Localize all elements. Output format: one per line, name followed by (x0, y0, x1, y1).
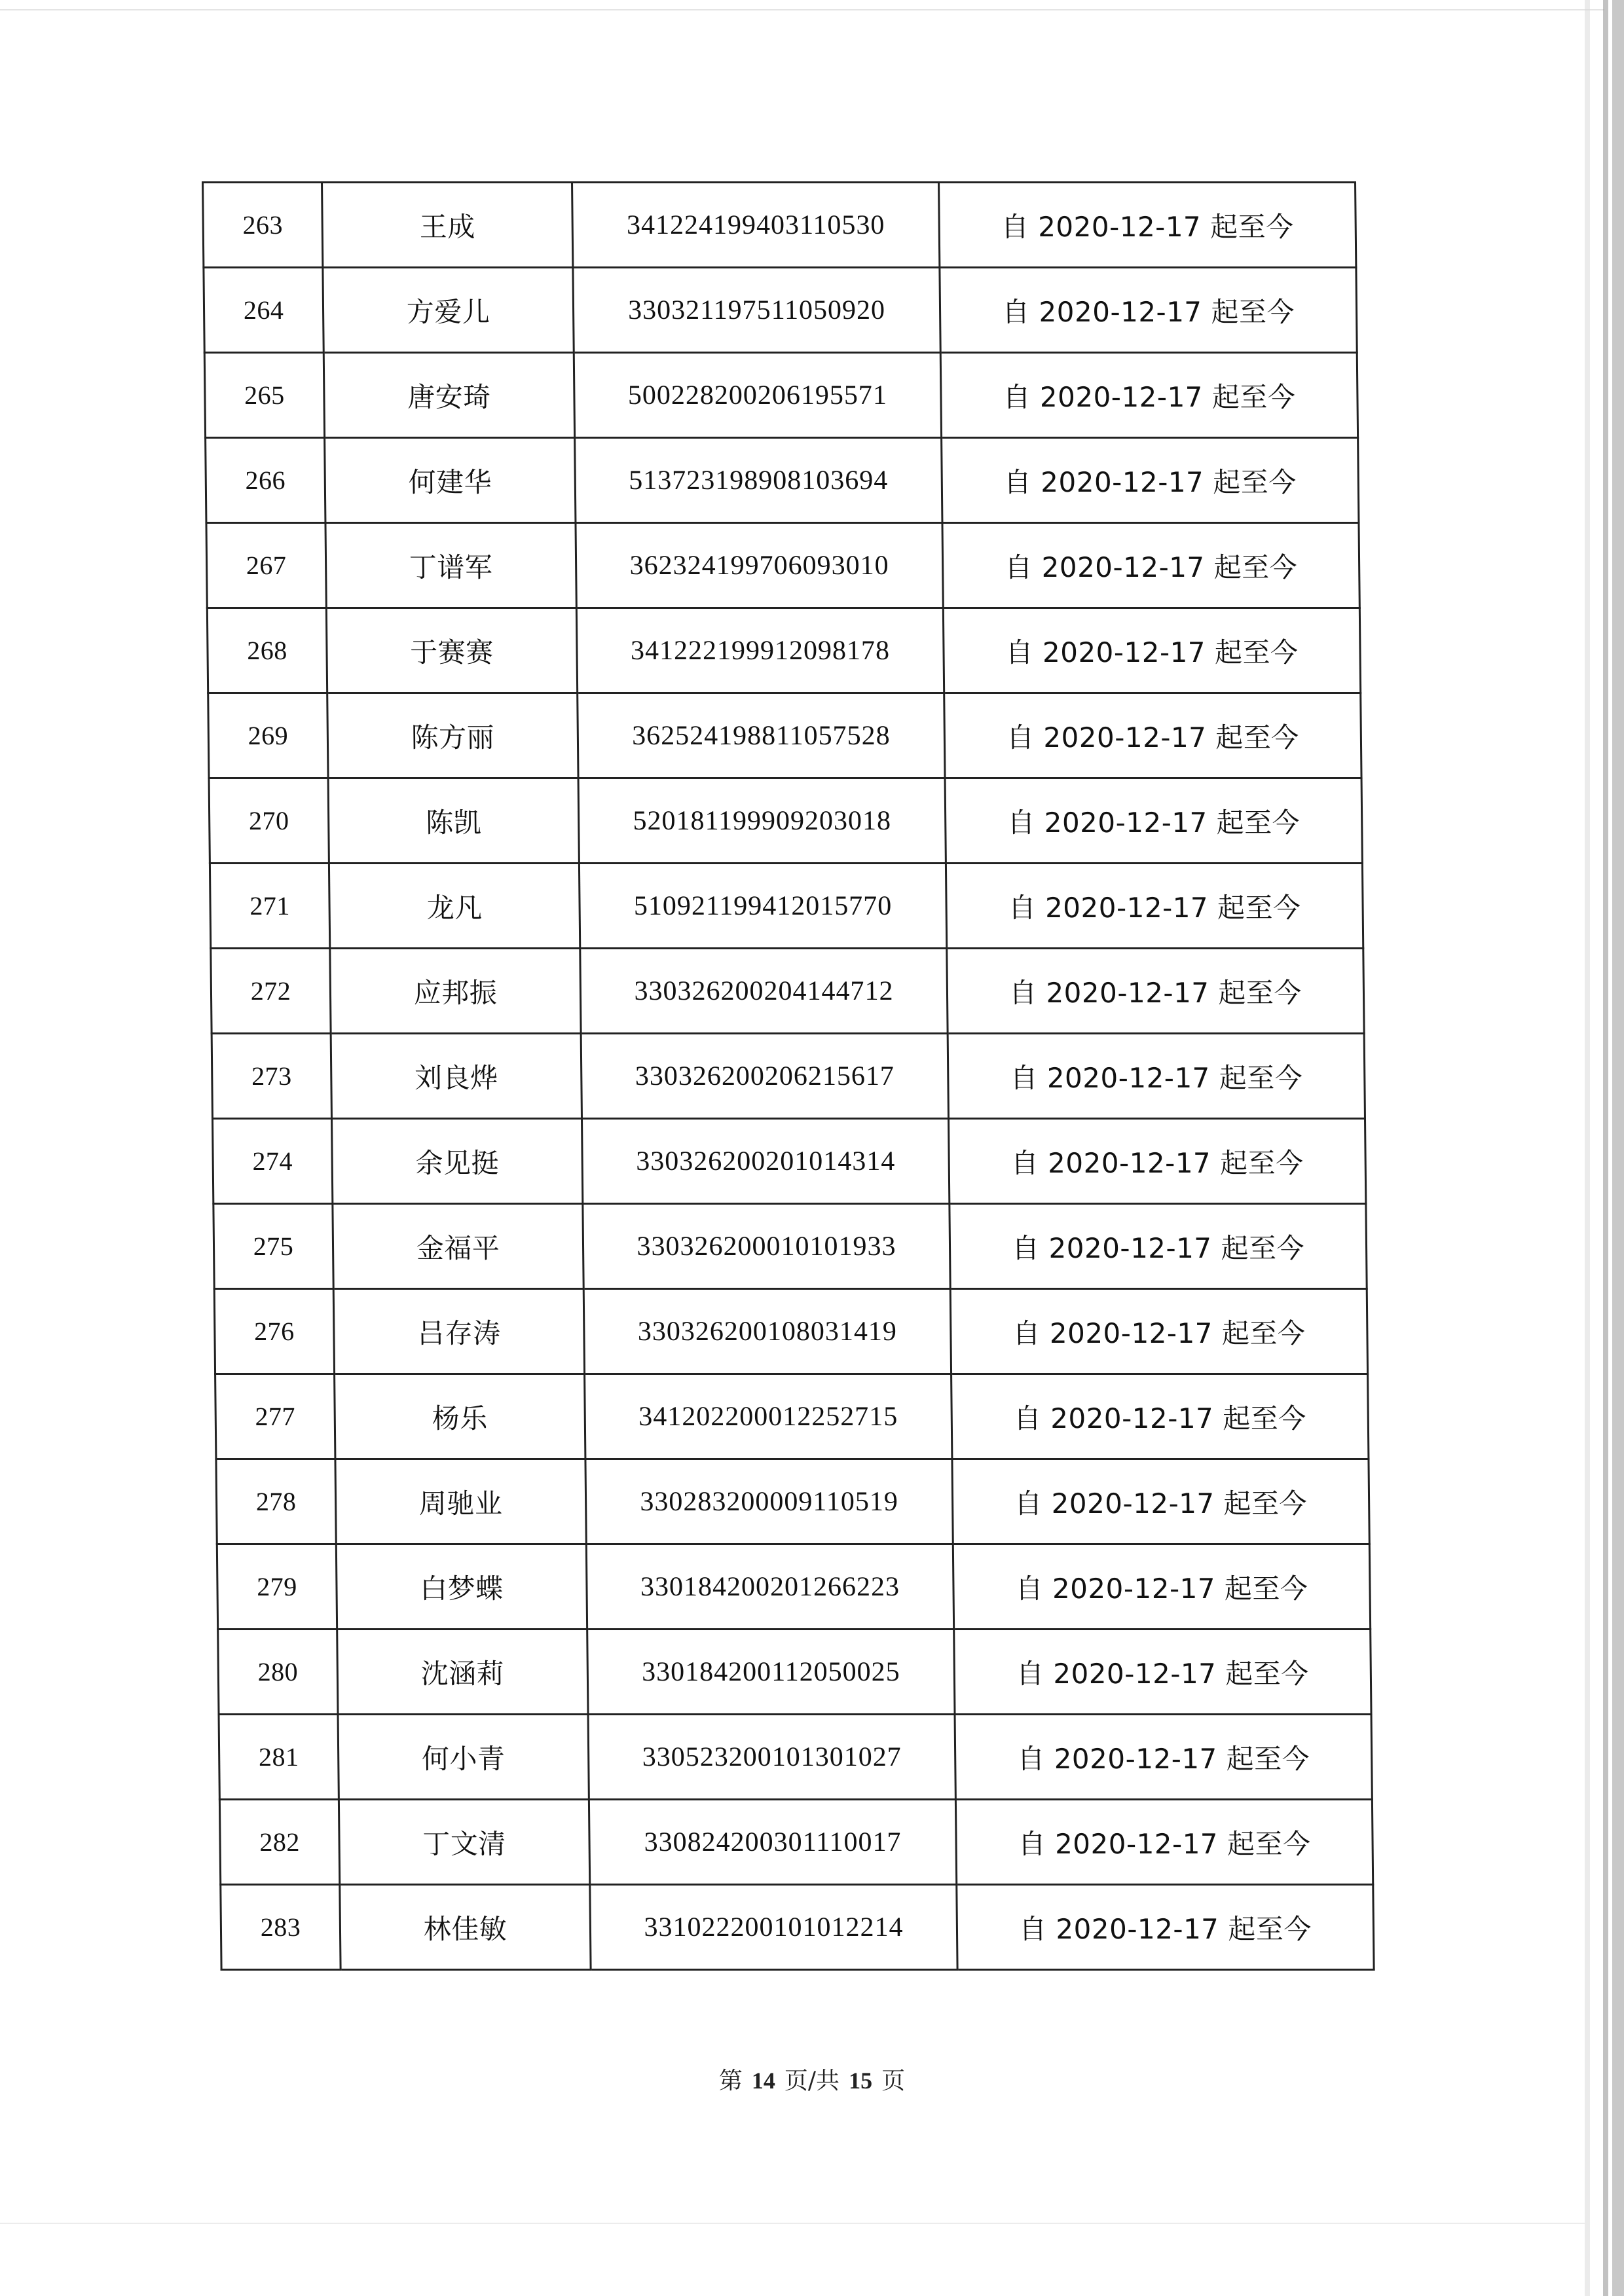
serial-number-cell: 277 (215, 1374, 335, 1459)
table-row (207, 608, 1360, 693)
period-cell: 自 2020-12-17 起至今 (940, 268, 1357, 353)
scan-right-shadow (1603, 0, 1608, 2296)
person-name-cell: 陈方丽 (327, 693, 578, 778)
serial-number-cell: 264 (204, 268, 323, 353)
table-row (212, 1034, 1365, 1119)
serial-number-cell: 275 (213, 1204, 333, 1289)
table-row (206, 523, 1359, 608)
scan-right-shadow (1585, 0, 1590, 2296)
id-number-cell: 330326200206215617 (581, 1034, 948, 1119)
period-cell: 自 2020-12-17 起至今 (945, 778, 1362, 864)
period-cell: 自 2020-12-17 起至今 (946, 864, 1363, 949)
id-number-cell: 331022200101012214 (590, 1885, 957, 1970)
period-cell: 自 2020-12-17 起至今 (943, 608, 1360, 693)
serial-number-cell: 273 (212, 1034, 331, 1119)
person-name-cell: 余见挺 (331, 1119, 582, 1204)
table-row (219, 1800, 1373, 1885)
id-number-cell: 520181199909203018 (578, 778, 946, 864)
period-cell: 自 2020-12-17 起至今 (951, 1374, 1369, 1459)
serial-number-cell: 274 (212, 1119, 332, 1204)
table-row (221, 1885, 1374, 1970)
table-row (214, 1289, 1367, 1374)
total-pages-number: 15 (849, 2068, 873, 2094)
period-cell: 自 2020-12-17 起至今 (955, 1715, 1372, 1800)
id-number-cell: 330321197511050920 (573, 268, 940, 353)
person-name-cell: 王成 (322, 183, 573, 268)
person-name-cell: 林佳敏 (340, 1885, 591, 1970)
person-name-cell: 丁文清 (339, 1800, 589, 1885)
serial-number-cell: 265 (204, 353, 324, 438)
serial-number-cell: 271 (210, 864, 329, 949)
serial-number-cell: 282 (219, 1800, 339, 1885)
period-cell: 自 2020-12-17 起至今 (948, 1034, 1365, 1119)
person-name-cell: 唐安琦 (323, 353, 574, 438)
table-row (213, 1204, 1367, 1289)
table-row (204, 268, 1357, 353)
id-number-cell: 330326200204144712 (580, 949, 948, 1034)
scan-bottom-edge (0, 2223, 1585, 2224)
person-name-cell: 何小青 (338, 1715, 589, 1800)
period-cell: 自 2020-12-17 起至今 (942, 523, 1359, 608)
serial-number-cell: 281 (219, 1715, 339, 1800)
roster-table-container (202, 181, 1373, 1971)
person-name-cell: 金福平 (333, 1204, 583, 1289)
id-number-cell: 330283200009110519 (585, 1459, 953, 1544)
period-cell: 自 2020-12-17 起至今 (957, 1885, 1374, 1970)
serial-number-cell: 276 (214, 1289, 334, 1374)
id-number-cell: 330326200010101933 (583, 1204, 950, 1289)
serial-number-cell: 280 (218, 1630, 338, 1715)
table-row (212, 1119, 1365, 1204)
serial-number-cell: 279 (217, 1544, 337, 1630)
serial-number-cell: 270 (209, 778, 329, 864)
person-name-cell: 刘良烨 (331, 1034, 581, 1119)
id-number-cell: 330184200112050025 (587, 1630, 955, 1715)
roster-table (202, 181, 1375, 1971)
period-cell: 自 2020-12-17 起至今 (939, 183, 1356, 268)
person-name-cell: 白梦蝶 (336, 1544, 587, 1630)
person-name-cell: 龙凡 (329, 864, 580, 949)
period-cell: 自 2020-12-17 起至今 (950, 1289, 1367, 1374)
period-cell: 自 2020-12-17 起至今 (944, 693, 1361, 778)
serial-number-cell: 267 (206, 523, 326, 608)
period-cell: 自 2020-12-17 起至今 (942, 438, 1359, 523)
table-row (211, 949, 1364, 1034)
period-cell: 自 2020-12-17 起至今 (947, 949, 1364, 1034)
table-row (210, 864, 1363, 949)
id-number-cell: 362324199706093010 (576, 523, 943, 608)
id-number-cell: 341222199912098178 (576, 608, 944, 693)
id-number-cell: 330326200201014314 (581, 1119, 949, 1204)
table-row (208, 693, 1361, 778)
id-number-cell: 330824200301110017 (589, 1800, 956, 1885)
current-page-number: 14 (751, 2068, 775, 2094)
person-name-cell: 吕存涛 (333, 1289, 584, 1374)
id-number-cell: 330523200101301027 (588, 1715, 955, 1800)
table-row (209, 778, 1362, 864)
id-number-cell: 513723198908103694 (575, 438, 942, 523)
person-name-cell: 应邦振 (330, 949, 581, 1034)
page-footer (0, 2062, 1624, 2096)
table-row (215, 1374, 1369, 1459)
id-number-cell: 341224199403110530 (572, 183, 940, 268)
table-row (217, 1544, 1370, 1630)
person-name-cell: 方爱儿 (323, 268, 574, 353)
period-cell: 自 2020-12-17 起至今 (940, 353, 1357, 438)
period-cell: 自 2020-12-17 起至今 (953, 1544, 1370, 1630)
id-number-cell: 330326200108031419 (583, 1289, 951, 1374)
period-cell: 自 2020-12-17 起至今 (952, 1459, 1369, 1544)
person-name-cell: 周驰业 (335, 1459, 586, 1544)
table-row (203, 183, 1356, 268)
serial-number-cell: 263 (203, 183, 323, 268)
id-number-cell: 500228200206195571 (574, 353, 941, 438)
scan-right-shadow (1612, 0, 1624, 2296)
person-name-cell: 于赛赛 (326, 608, 577, 693)
period-cell: 自 2020-12-17 起至今 (955, 1800, 1373, 1885)
footer-suffix: 页 (881, 2068, 906, 2094)
table-row (218, 1630, 1371, 1715)
table-row (206, 438, 1359, 523)
id-number-cell: 341202200012252715 (585, 1374, 952, 1459)
person-name-cell: 沈涵莉 (337, 1630, 588, 1715)
serial-number-cell: 272 (211, 949, 331, 1034)
table-row (216, 1459, 1369, 1544)
period-cell: 自 2020-12-17 起至今 (948, 1119, 1365, 1204)
serial-number-cell: 269 (208, 693, 328, 778)
person-name-cell: 陈凯 (328, 778, 579, 864)
id-number-cell: 362524198811057528 (578, 693, 945, 778)
footer-middle: 页/共 (784, 2068, 840, 2094)
period-cell: 自 2020-12-17 起至今 (950, 1204, 1367, 1289)
scan-top-edge (0, 9, 1604, 10)
id-number-cell: 330184200201266223 (586, 1544, 953, 1630)
person-name-cell: 丁谱军 (325, 523, 576, 608)
serial-number-cell: 268 (207, 608, 327, 693)
period-cell: 自 2020-12-17 起至今 (954, 1630, 1371, 1715)
table-row (219, 1715, 1372, 1800)
footer-prefix: 第 (718, 2068, 743, 2094)
serial-number-cell: 266 (206, 438, 325, 523)
roster-table-body (203, 183, 1375, 1970)
person-name-cell: 何建华 (325, 438, 576, 523)
id-number-cell: 510921199412015770 (579, 864, 946, 949)
table-row (204, 353, 1357, 438)
person-name-cell: 杨乐 (335, 1374, 585, 1459)
serial-number-cell: 283 (221, 1885, 341, 1970)
serial-number-cell: 278 (216, 1459, 336, 1544)
